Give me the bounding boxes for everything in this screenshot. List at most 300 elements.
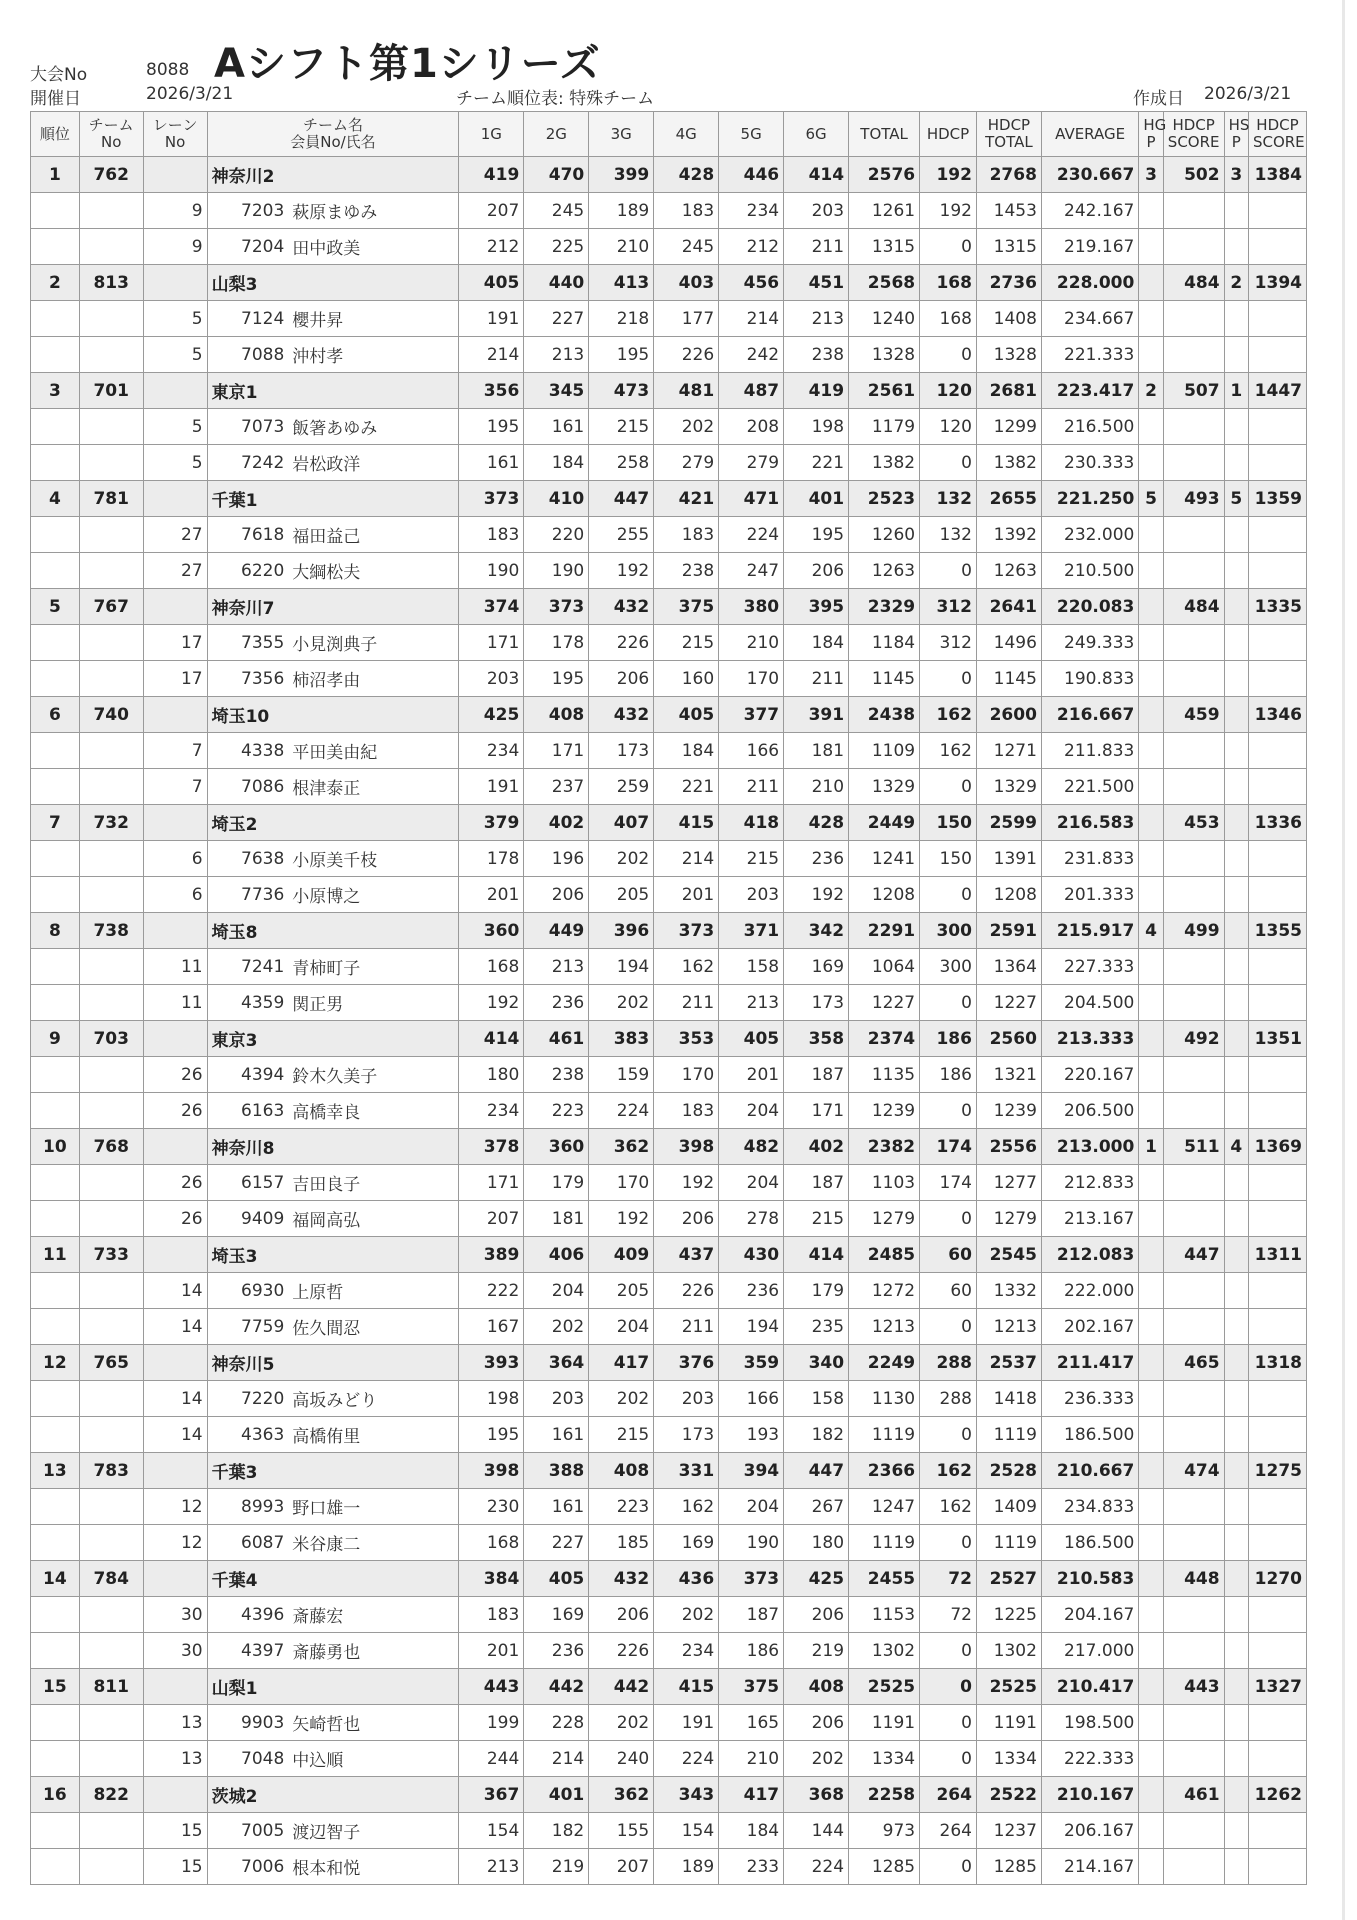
member-no: 8993 [207, 1489, 288, 1525]
team-rank: 15 [31, 1669, 80, 1705]
empty-hg-score [1163, 1057, 1224, 1093]
team-name: 埼玉8 [207, 913, 459, 949]
hdcp: 264 [920, 1777, 977, 1813]
total: 1263 [849, 553, 920, 589]
empty-hg-score [1163, 1165, 1224, 1201]
hg-points [1139, 1669, 1163, 1705]
game-5-score: 204 [719, 1489, 784, 1525]
lane-no: 11 [143, 985, 207, 1021]
member-no: 4338 [207, 733, 288, 769]
game-4-score: 214 [654, 841, 719, 877]
hdcp-total: 1119 [976, 1417, 1041, 1453]
hdcp-total: 1279 [976, 1201, 1041, 1237]
game-1-score: 389 [459, 1237, 524, 1273]
game-5-score: 214 [719, 301, 784, 337]
col-4g: 4G [654, 112, 719, 157]
game-6-score: 169 [784, 949, 849, 985]
empty-team-no [79, 733, 143, 769]
game-1-score: 398 [459, 1453, 524, 1489]
hdcp: 300 [920, 913, 977, 949]
empty-hg-score [1163, 769, 1224, 805]
empty-hs-p [1224, 1705, 1248, 1741]
member-row [31, 445, 1307, 481]
lane-no: 27 [143, 553, 207, 589]
col-team-no: チーム No [79, 112, 143, 157]
team-rank: 5 [31, 589, 80, 625]
total: 2523 [849, 481, 920, 517]
average: 210.417 [1041, 1669, 1138, 1705]
hdcp-total: 1328 [976, 337, 1041, 373]
empty-hg-p [1139, 229, 1163, 265]
game-3-score: 407 [589, 805, 654, 841]
game-2-score: 236 [524, 1633, 589, 1669]
game-5-score: 203 [719, 877, 784, 913]
game-5-score: 375 [719, 1669, 784, 1705]
game-1-score: 373 [459, 481, 524, 517]
lane-no: 26 [143, 1165, 207, 1201]
hdcp-total: 1239 [976, 1093, 1041, 1129]
empty-rank [31, 1489, 80, 1525]
game-6-score: 181 [784, 733, 849, 769]
total: 1261 [849, 193, 920, 229]
col-2g: 2G [524, 112, 589, 157]
game-3-score: 442 [589, 1669, 654, 1705]
empty-hg-p [1139, 445, 1163, 481]
game-2-score: 373 [524, 589, 589, 625]
game-4-score: 234 [654, 1633, 719, 1669]
hg-hdcp-score: 465 [1163, 1345, 1224, 1381]
member-row [31, 193, 1307, 229]
team-no: 703 [79, 1021, 143, 1057]
game-3-score: 202 [589, 1705, 654, 1741]
hs-hdcp-score: 1335 [1248, 589, 1306, 625]
lane-no: 14 [143, 1381, 207, 1417]
average: 234.833 [1041, 1489, 1138, 1525]
hs-points [1224, 697, 1248, 733]
member-name: 平田美由紀 [288, 733, 459, 769]
empty-hg-score [1163, 1489, 1224, 1525]
total: 2329 [849, 589, 920, 625]
hdcp: 162 [920, 1489, 977, 1525]
average: 214.167 [1041, 1849, 1138, 1885]
hdcp-total: 1364 [976, 949, 1041, 985]
team-name: 千葉3 [207, 1453, 459, 1489]
empty-hg-p [1139, 1849, 1163, 1885]
game-4-score: 279 [654, 445, 719, 481]
lane-no [143, 1021, 207, 1057]
hg-hdcp-score: 493 [1163, 481, 1224, 517]
hdcp-total: 1321 [976, 1057, 1041, 1093]
total: 973 [849, 1813, 920, 1849]
hdcp: 60 [920, 1237, 977, 1273]
hdcp-total: 1299 [976, 409, 1041, 445]
member-row [31, 661, 1307, 697]
empty-team-no [79, 1741, 143, 1777]
total: 1247 [849, 1489, 920, 1525]
game-5-score: 215 [719, 841, 784, 877]
hg-points: 3 [1139, 157, 1163, 193]
col-team-name: チーム名 会員No/氏名 [207, 112, 459, 157]
empty-hg-p [1139, 193, 1163, 229]
empty-hg-p [1139, 1165, 1163, 1201]
game-3-score: 206 [589, 661, 654, 697]
empty-rank [31, 229, 80, 265]
average: 221.333 [1041, 337, 1138, 373]
game-5-score: 430 [719, 1237, 784, 1273]
hs-hdcp-score: 1346 [1248, 697, 1306, 733]
hdcp: 288 [920, 1381, 977, 1417]
game-2-score: 196 [524, 841, 589, 877]
game-3-score: 383 [589, 1021, 654, 1057]
hs-hdcp-score: 1336 [1248, 805, 1306, 841]
hs-points [1224, 1021, 1248, 1057]
empty-team-no [79, 1165, 143, 1201]
empty-hg-score [1163, 841, 1224, 877]
hdcp: 0 [920, 1309, 977, 1345]
game-2-score: 227 [524, 1525, 589, 1561]
member-name: 青柿町子 [288, 949, 459, 985]
member-name: 斎藤勇也 [288, 1633, 459, 1669]
average: 228.000 [1041, 265, 1138, 301]
average: 219.167 [1041, 229, 1138, 265]
hdcp-total: 2655 [976, 481, 1041, 517]
hdcp-total: 2681 [976, 373, 1041, 409]
empty-hg-p [1139, 949, 1163, 985]
empty-hg-p [1139, 625, 1163, 661]
game-4-score: 481 [654, 373, 719, 409]
hdcp: 0 [920, 1525, 977, 1561]
hs-hdcp-score: 1318 [1248, 1345, 1306, 1381]
game-5-score: 210 [719, 625, 784, 661]
member-row [31, 229, 1307, 265]
member-no: 7124 [207, 301, 288, 337]
game-6-score: 187 [784, 1057, 849, 1093]
game-3-score: 409 [589, 1237, 654, 1273]
average: 206.167 [1041, 1813, 1138, 1849]
game-4-score: 170 [654, 1057, 719, 1093]
game-5-score: 359 [719, 1345, 784, 1381]
game-1-score: 171 [459, 1165, 524, 1201]
lane-no: 13 [143, 1741, 207, 1777]
empty-hg-score [1163, 517, 1224, 553]
hg-hdcp-score: 484 [1163, 589, 1224, 625]
member-name: 沖村孝 [288, 337, 459, 373]
total: 1302 [849, 1633, 920, 1669]
game-4-score: 437 [654, 1237, 719, 1273]
member-name: 根本和悦 [288, 1849, 459, 1885]
total: 1184 [849, 625, 920, 661]
game-4-score: 226 [654, 1273, 719, 1309]
average: 222.333 [1041, 1741, 1138, 1777]
game-4-score: 202 [654, 1597, 719, 1633]
page-edge [1342, 0, 1345, 1920]
empty-hs-score [1248, 661, 1306, 697]
member-row [31, 1849, 1307, 1885]
member-name: 岩松政洋 [288, 445, 459, 481]
game-5-score: 224 [719, 517, 784, 553]
team-row [31, 373, 1307, 409]
team-no: 781 [79, 481, 143, 517]
hg-hdcp-score: 448 [1163, 1561, 1224, 1597]
game-5-score: 417 [719, 1777, 784, 1813]
game-4-score: 428 [654, 157, 719, 193]
empty-team-no [79, 337, 143, 373]
hdcp-total: 1277 [976, 1165, 1041, 1201]
hg-hdcp-score: 461 [1163, 1777, 1224, 1813]
game-2-score: 203 [524, 1381, 589, 1417]
average: 216.667 [1041, 697, 1138, 733]
member-name: 高坂みどり [288, 1381, 459, 1417]
hdcp: 174 [920, 1165, 977, 1201]
col-3g: 3G [589, 112, 654, 157]
game-3-score: 218 [589, 301, 654, 337]
game-1-score: 171 [459, 625, 524, 661]
lane-no: 17 [143, 625, 207, 661]
hdcp-total: 1227 [976, 985, 1041, 1021]
empty-hg-score [1163, 661, 1224, 697]
empty-hs-score [1248, 553, 1306, 589]
game-2-score: 213 [524, 949, 589, 985]
hdcp-total: 2556 [976, 1129, 1041, 1165]
game-1-score: 222 [459, 1273, 524, 1309]
empty-hg-score [1163, 553, 1224, 589]
average: 204.500 [1041, 985, 1138, 1021]
lane-no [143, 265, 207, 301]
total: 1153 [849, 1597, 920, 1633]
team-no: 783 [79, 1453, 143, 1489]
game-1-score: 367 [459, 1777, 524, 1813]
member-row [31, 1705, 1307, 1741]
member-no: 7048 [207, 1741, 288, 1777]
empty-hs-p [1224, 1525, 1248, 1561]
team-row [31, 1561, 1307, 1597]
game-2-score: 237 [524, 769, 589, 805]
game-3-score: 223 [589, 1489, 654, 1525]
lane-no [143, 1453, 207, 1489]
empty-hs-score [1248, 949, 1306, 985]
game-3-score: 362 [589, 1129, 654, 1165]
hs-points: 5 [1224, 481, 1248, 517]
game-2-score: 220 [524, 517, 589, 553]
col-5g: 5G [719, 112, 784, 157]
empty-hg-p [1139, 769, 1163, 805]
game-5-score: 213 [719, 985, 784, 1021]
lane-no: 13 [143, 1705, 207, 1741]
empty-hs-p [1224, 985, 1248, 1021]
total: 1109 [849, 733, 920, 769]
game-3-score: 362 [589, 1777, 654, 1813]
empty-rank [31, 1381, 80, 1417]
game-3-score: 185 [589, 1525, 654, 1561]
hdcp: 0 [920, 1633, 977, 1669]
empty-rank [31, 949, 80, 985]
game-4-score: 169 [654, 1525, 719, 1561]
game-6-score: 210 [784, 769, 849, 805]
game-5-score: 487 [719, 373, 784, 409]
game-3-score: 159 [589, 1057, 654, 1093]
game-5-score: 186 [719, 1633, 784, 1669]
lane-no: 9 [143, 193, 207, 229]
game-6-score: 215 [784, 1201, 849, 1237]
page-title: Aシフト第1シリーズ [214, 41, 601, 87]
empty-hs-p [1224, 301, 1248, 337]
hs-hdcp-score: 1384 [1248, 157, 1306, 193]
empty-rank [31, 409, 80, 445]
empty-rank [31, 445, 80, 481]
average: 234.667 [1041, 301, 1138, 337]
team-row [31, 1129, 1307, 1165]
game-2-score: 202 [524, 1309, 589, 1345]
team-rank: 9 [31, 1021, 80, 1057]
team-no: 822 [79, 1777, 143, 1813]
game-4-score: 415 [654, 805, 719, 841]
team-row [31, 1669, 1307, 1705]
col-hs-p: HS P [1224, 112, 1248, 157]
lane-no: 14 [143, 1417, 207, 1453]
game-2-score: 227 [524, 301, 589, 337]
game-6-score: 451 [784, 265, 849, 301]
empty-rank [31, 1201, 80, 1237]
total: 1315 [849, 229, 920, 265]
empty-hs-p [1224, 445, 1248, 481]
member-no: 6087 [207, 1525, 288, 1561]
game-6-score: 401 [784, 481, 849, 517]
game-6-score: 224 [784, 1849, 849, 1885]
empty-hs-score [1248, 1489, 1306, 1525]
hdcp-total: 2641 [976, 589, 1041, 625]
game-4-score: 353 [654, 1021, 719, 1057]
member-row [31, 1813, 1307, 1849]
game-5-score: 190 [719, 1525, 784, 1561]
total: 1119 [849, 1525, 920, 1561]
game-1-score: 230 [459, 1489, 524, 1525]
game-3-score: 255 [589, 517, 654, 553]
hdcp-total: 2599 [976, 805, 1041, 841]
team-rank: 7 [31, 805, 80, 841]
lane-no [143, 1561, 207, 1597]
game-4-score: 376 [654, 1345, 719, 1381]
member-no: 4397 [207, 1633, 288, 1669]
total: 2485 [849, 1237, 920, 1273]
game-2-score: 236 [524, 985, 589, 1021]
empty-team-no [79, 1525, 143, 1561]
game-5-score: 371 [719, 913, 784, 949]
hdcp: 192 [920, 157, 977, 193]
team-no: 765 [79, 1345, 143, 1381]
member-name: 野口雄一 [288, 1489, 459, 1525]
lane-no: 26 [143, 1201, 207, 1237]
hg-hdcp-score: 511 [1163, 1129, 1224, 1165]
empty-team-no [79, 1381, 143, 1417]
game-1-score: 443 [459, 1669, 524, 1705]
game-5-score: 204 [719, 1093, 784, 1129]
member-no: 4396 [207, 1597, 288, 1633]
total: 1239 [849, 1093, 920, 1129]
member-name: 福田益己 [288, 517, 459, 553]
game-3-score: 399 [589, 157, 654, 193]
team-name: 千葉4 [207, 1561, 459, 1597]
team-row [31, 913, 1307, 949]
hg-points [1139, 697, 1163, 733]
empty-hs-p [1224, 1273, 1248, 1309]
hdcp: 132 [920, 481, 977, 517]
empty-hs-score [1248, 229, 1306, 265]
game-3-score: 202 [589, 985, 654, 1021]
average: 231.833 [1041, 841, 1138, 877]
game-1-score: 207 [459, 1201, 524, 1237]
empty-hs-p [1224, 1597, 1248, 1633]
total: 1328 [849, 337, 920, 373]
hdcp-total: 2591 [976, 913, 1041, 949]
member-row [31, 1201, 1307, 1237]
game-4-score: 224 [654, 1741, 719, 1777]
game-3-score: 192 [589, 553, 654, 589]
game-5-score: 377 [719, 697, 784, 733]
member-row [31, 1381, 1307, 1417]
game-5-score: 187 [719, 1597, 784, 1633]
hdcp-total: 1225 [976, 1597, 1041, 1633]
member-name: 福岡高弘 [288, 1201, 459, 1237]
lane-no [143, 157, 207, 193]
hg-hdcp-score: 484 [1163, 265, 1224, 301]
game-3-score: 192 [589, 1201, 654, 1237]
lane-no: 12 [143, 1525, 207, 1561]
game-4-score: 162 [654, 949, 719, 985]
empty-hg-p [1139, 1381, 1163, 1417]
game-5-score: 236 [719, 1273, 784, 1309]
hdcp: 0 [920, 1093, 977, 1129]
average: 227.333 [1041, 949, 1138, 985]
team-name: 神奈川8 [207, 1129, 459, 1165]
empty-hg-p [1139, 553, 1163, 589]
game-2-score: 171 [524, 733, 589, 769]
game-6-score: 402 [784, 1129, 849, 1165]
header-row [31, 112, 1307, 157]
empty-hg-p [1139, 517, 1163, 553]
game-6-score: 408 [784, 1669, 849, 1705]
total: 1240 [849, 301, 920, 337]
empty-hs-score [1248, 841, 1306, 877]
member-no: 7242 [207, 445, 288, 481]
game-2-score: 401 [524, 1777, 589, 1813]
hdcp: 0 [920, 1849, 977, 1885]
game-1-score: 198 [459, 1381, 524, 1417]
hs-points [1224, 1237, 1248, 1273]
empty-team-no [79, 985, 143, 1021]
empty-team-no [79, 1489, 143, 1525]
empty-hs-p [1224, 1741, 1248, 1777]
empty-team-no [79, 409, 143, 445]
hs-points: 2 [1224, 265, 1248, 301]
empty-hs-p [1224, 1093, 1248, 1129]
game-4-score: 191 [654, 1705, 719, 1741]
hdcp-total: 2528 [976, 1453, 1041, 1489]
lane-no [143, 1669, 207, 1705]
member-name: 萩原まゆみ [288, 193, 459, 229]
average: 186.500 [1041, 1417, 1138, 1453]
average: 215.917 [1041, 913, 1138, 949]
game-2-score: 364 [524, 1345, 589, 1381]
game-4-score: 343 [654, 1777, 719, 1813]
hdcp-total: 1408 [976, 301, 1041, 337]
game-6-score: 368 [784, 1777, 849, 1813]
game-4-score: 403 [654, 265, 719, 301]
hdcp: 72 [920, 1597, 977, 1633]
member-row [31, 517, 1307, 553]
game-1-score: 213 [459, 1849, 524, 1885]
empty-hs-score [1248, 1381, 1306, 1417]
member-name: 渡辺智子 [288, 1813, 459, 1849]
